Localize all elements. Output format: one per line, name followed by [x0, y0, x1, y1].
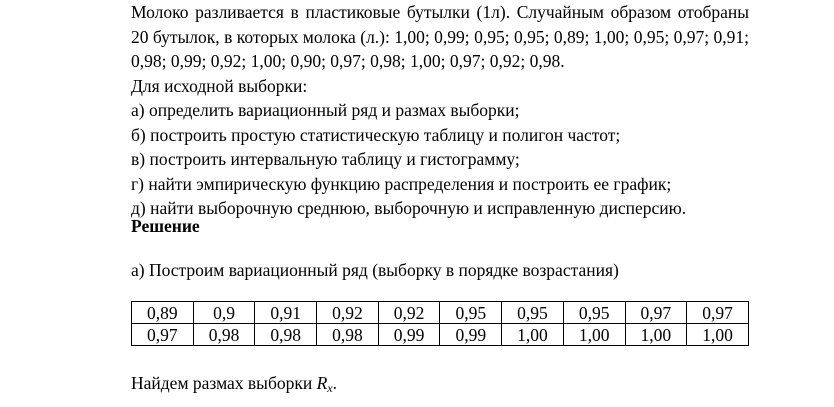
table-cell: 1,00 [563, 324, 625, 346]
table-cell: 0,98 [317, 324, 379, 346]
table-row [132, 302, 749, 324]
task-item-b: б) построить простую статистическую таблицу и полигон частот; [131, 124, 621, 145]
table-cell: 1,00 [625, 324, 687, 346]
table-cell: 0,92 [378, 302, 440, 324]
table-cell: 0,9 [193, 302, 255, 324]
variation-series-body [132, 302, 749, 346]
table-cell: 0,95 [563, 302, 625, 324]
range-symbol: R [316, 373, 328, 393]
table-cell: 1,00 [687, 324, 749, 346]
table-cell: 0,97 [625, 302, 687, 324]
table-cell: 0,95 [440, 302, 502, 324]
task-item-e: д) найти выборочную среднюю, выборочную и исправленную дисперсию. [131, 198, 687, 218]
variation-series-table [131, 301, 749, 346]
table-cell: 0,97 [687, 302, 749, 324]
task-list [131, 98, 749, 221]
solution-heading: Решение [131, 216, 200, 236]
table-cell: 0,89 [132, 302, 194, 324]
step-a-text: а) Построим вариационный ряд (выборку в порядке возрастания) [131, 260, 619, 280]
table-cell: 0,98 [193, 324, 255, 346]
problem-statement [131, 0, 749, 221]
table-cell: 0,91 [255, 302, 317, 324]
table-cell: 0,99 [378, 324, 440, 346]
table-cell: 0,98 [255, 324, 317, 346]
task-item-c: в) построить интервальную таблицу и гистограмму; [131, 149, 520, 169]
range-subscript: x [327, 381, 333, 395]
table-cell: 1,00 [502, 324, 564, 346]
problem-text: Молоко разливается в пластиковые бутылки (1л). Случайным образом отобраны 20 бутылок, в которых молока (л.): 1,00; 0,99; 0,95; 0,95; 0,89; 1,00; 0,95; 0,97; 0,91; 0,98; 0,99; 0,92; 1,00; 0,90; 0,97; 0,98; 1,00; 0,97; 0,92; 0,98. [131, 2, 749, 71]
task-item-a: а) определить вариационный ряд и размах выборки; [131, 100, 520, 120]
table-cell: 0,92 [317, 302, 379, 324]
table-cell: 0,97 [132, 324, 194, 346]
table-cell: 0,99 [440, 324, 502, 346]
table-row [132, 324, 749, 346]
range-sentence-text: Найдем размах выборки [131, 373, 317, 393]
problem-intro: Для исходной выборки: [131, 75, 308, 96]
range-sentence-period: . [332, 373, 337, 393]
task-item-d: г) найти эмпирическую функцию распределения и построить ее график; [131, 173, 672, 194]
range-sentence [131, 371, 337, 398]
table-cell: 0,95 [502, 302, 564, 324]
